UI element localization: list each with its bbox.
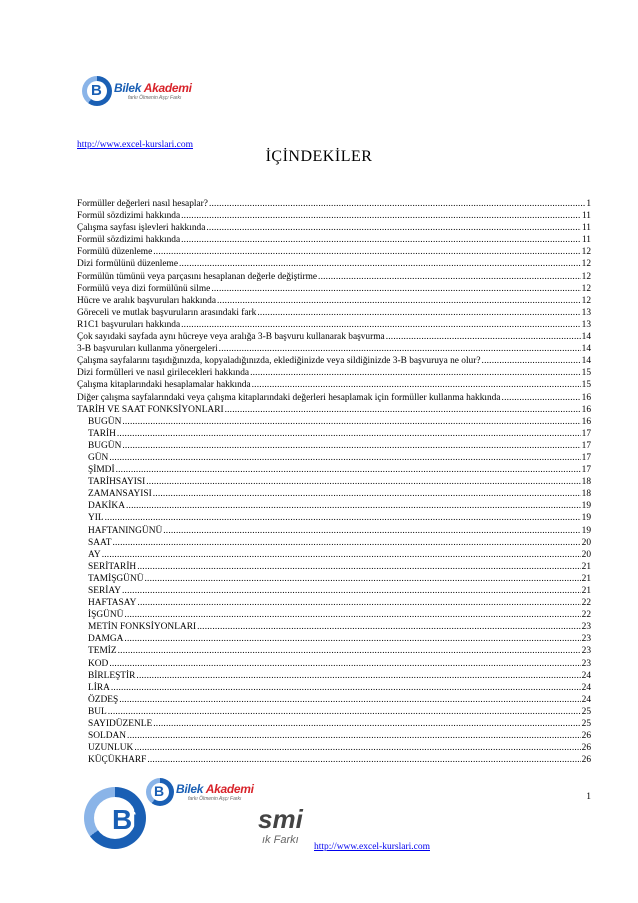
footer-logo-tagline: farkı Ölmenin Aşçı Farkı (188, 795, 242, 802)
toc-entry[interactable] (77, 754, 591, 766)
toc-entry-title: ZAMANSAYISI (88, 489, 152, 500)
toc-leader-dots (109, 658, 580, 670)
toc-entry-title: TARİHSAYISI (88, 477, 146, 488)
toc-entry-page: 16 (581, 416, 591, 427)
toc-entry[interactable] (77, 500, 591, 512)
toc-entry-title: SOLDAN (88, 731, 127, 742)
toc-leader-dots (181, 210, 581, 222)
toc-entry-page: 14 (581, 332, 591, 343)
toc-entry[interactable] (77, 343, 591, 355)
toc-entry-title: ŞİMDİ (88, 465, 115, 476)
toc-entry-title: Çalışma sayfalarını taşıdığınızda, kopyaladığınızda, eklediğinizde veya sildiğinizde 3-B başvuruya ne olur? (77, 356, 481, 367)
toc-leader-dots (181, 234, 581, 246)
toc-entry[interactable] (77, 222, 591, 234)
footer-url-link[interactable]: http://www.excel-kurslari.com (314, 842, 430, 852)
toc-entry[interactable] (77, 234, 591, 246)
toc-entry-title: HAFTANINGÜNÜ (88, 525, 163, 536)
toc-entry-title: TARİH (88, 428, 116, 439)
toc-entry-page: 18 (581, 477, 591, 488)
toc-entry[interactable] (77, 416, 591, 428)
toc-entry[interactable] (77, 210, 591, 222)
toc-leader-dots (153, 246, 580, 258)
toc-entry[interactable] (77, 694, 591, 706)
toc-entry-title: Çalışma sayfası işlevleri hakkında (77, 223, 206, 234)
toc-entry-title: Formülü veya dizi formülünü silme (77, 283, 211, 294)
toc-entry-page: 12 (581, 295, 591, 306)
toc-entry[interactable] (77, 706, 591, 718)
toc-entry-page: 16 (581, 392, 591, 403)
toc-entry-page: 11 (581, 211, 591, 222)
toc-leader-dots (116, 464, 581, 476)
toc-entry[interactable] (77, 742, 591, 754)
toc-leader-dots (225, 404, 581, 416)
toc-entry-title: Dizi formülleri ve nasıl girilecekleri hakkında (77, 368, 250, 379)
toc-leader-dots (250, 367, 581, 379)
toc-entry[interactable] (77, 597, 591, 609)
toc-entry[interactable] (77, 331, 591, 343)
footer-logo-small (146, 778, 254, 806)
toc-entry[interactable] (77, 525, 591, 537)
toc-entry-title: Diğer çalışma sayfalarındaki veya çalışma kitaplarındaki değerleri hesaplamak için formüller kullanma hakkında (77, 392, 501, 403)
toc-entry-page: 13 (581, 319, 591, 330)
toc-entry[interactable] (77, 512, 591, 524)
toc-entry[interactable] (77, 670, 591, 682)
toc-entry-page: 17 (581, 440, 591, 451)
toc-entry-page: 20 (581, 549, 591, 560)
toc-entry-page: 1 (586, 199, 591, 209)
toc-leader-dots (217, 295, 581, 307)
toc-leader-dots (147, 754, 580, 766)
toc-entry[interactable] (77, 645, 591, 657)
toc-entry[interactable] (77, 633, 591, 645)
toc-leader-dots (124, 633, 580, 645)
toc-leader-dots (137, 561, 580, 573)
toc-entry[interactable] (77, 404, 591, 416)
toc-entry-title: 3-B başvuruları kullanma yönergeleri (77, 344, 218, 355)
toc-entry[interactable] (77, 246, 591, 258)
toc-entry-title: DAKİKA (88, 501, 125, 512)
footer-logo-word-2: Akademi (205, 781, 254, 796)
toc-entry[interactable] (77, 452, 591, 464)
toc-entry[interactable] (77, 440, 591, 452)
toc-entry[interactable] (77, 392, 591, 404)
toc-entry-page: 20 (581, 537, 591, 548)
toc-entry-page: 15 (581, 380, 591, 391)
logo-word-2: Akademi (143, 80, 192, 95)
toc-leader-dots (252, 379, 581, 391)
toc-leader-dots (153, 718, 580, 730)
toc-entry-page: 19 (581, 525, 591, 536)
toc-leader-dots (122, 416, 580, 428)
toc-entry-title: GÜN (88, 452, 109, 463)
toc-leader-dots (124, 609, 580, 621)
toc-leader-dots (102, 549, 581, 561)
toc-entry-title: BUGÜN (88, 416, 122, 427)
toc-entry[interactable] (77, 658, 591, 670)
toc-leader-dots (318, 271, 581, 283)
toc-entry-page: 19 (581, 513, 591, 524)
toc-leader-dots (257, 307, 580, 319)
toc-entry[interactable] (77, 573, 591, 585)
toc-leader-dots (118, 645, 581, 657)
toc-entry-page: 22 (581, 610, 591, 621)
toc-entry-title: SERİTARİH (88, 561, 137, 572)
toc-entry-title: HAFTASAY (88, 598, 137, 609)
toc-entry-title: R1C1 başvuruları hakkında (77, 319, 181, 330)
toc-entry-title: KOD (88, 658, 109, 669)
toc-entry-title: İŞGÜNÜ (88, 610, 124, 621)
toc-entry[interactable] (77, 682, 591, 694)
toc-entry[interactable] (77, 295, 591, 307)
toc-leader-dots (136, 670, 580, 682)
toc-entry[interactable] (77, 464, 591, 476)
toc-entry[interactable] (77, 561, 591, 573)
toc-entry-title: Göreceli ve mutlak başvuruların arasındaki fark (77, 307, 257, 318)
toc-leader-dots (145, 573, 581, 585)
toc-entry-title: UZUNLUK (88, 743, 134, 754)
toc-leader-dots (117, 428, 581, 440)
toc-entry[interactable] (77, 621, 591, 633)
toc-entry-title: Hücre ve aralık başvuruları hakkında (77, 295, 217, 306)
toc-entry-page: 26 (581, 731, 591, 742)
toc-leader-dots (386, 331, 581, 343)
toc-entry-title: KÜÇÜKHARF (88, 755, 147, 766)
footer-logo-circle-icon: B (146, 778, 174, 806)
toc-leader-dots (126, 500, 581, 512)
table-of-contents (77, 198, 591, 766)
toc-entry-title: YIL (88, 513, 104, 524)
toc-entry-page: 17 (581, 465, 591, 476)
toc-entry-page: 25 (581, 719, 591, 730)
toc-leader-dots (127, 730, 581, 742)
toc-entry-title: TEMİZ (88, 646, 117, 657)
toc-leader-dots (108, 706, 581, 718)
toc-entry-page: 26 (581, 755, 591, 766)
toc-leader-dots (122, 585, 581, 597)
toc-leader-dots (482, 355, 581, 367)
toc-entry[interactable] (77, 258, 591, 270)
logo-circle-icon: B (82, 76, 112, 106)
page-title: İÇİNDEKİLER (265, 148, 373, 165)
toc-entry-page: 24 (581, 682, 591, 693)
toc-entry[interactable] (77, 283, 591, 295)
toc-entry-title: Çalışma kitaplarındaki hesaplamalar hakkında (77, 380, 251, 391)
toc-entry-page: 18 (581, 489, 591, 500)
toc-leader-dots (137, 597, 580, 609)
toc-entry[interactable] (77, 198, 591, 210)
toc-entry-page: 17 (581, 428, 591, 439)
logo-word-1: Bilek (114, 80, 144, 95)
toc-entry-title: BUGÜN (88, 440, 122, 451)
toc-entry[interactable] (77, 537, 591, 549)
toc-entry-title: Formül sözdizimi hakkında (77, 235, 181, 246)
toc-entry[interactable] (77, 355, 591, 367)
toc-entry-page: 23 (581, 622, 591, 633)
toc-entry-page: 14 (581, 344, 591, 355)
toc-leader-dots (105, 512, 581, 524)
toc-entry[interactable] (77, 585, 591, 597)
toc-entry-page: 24 (581, 694, 591, 705)
toc-entry-title: SAAT (88, 537, 112, 548)
toc-entry-page: 21 (581, 586, 591, 596)
toc-leader-dots (112, 537, 580, 549)
toc-entry-title: Formüller değerleri nasıl hesaplar? (77, 199, 208, 209)
toc-entry-title: Formülün tümünü veya parçasını hesaplanan değerle değiştirme (77, 271, 318, 282)
toc-leader-dots (502, 392, 581, 404)
toc-entry-title: BUL (88, 706, 107, 717)
toc-entry[interactable] (77, 730, 591, 742)
toc-leader-dots (179, 258, 581, 270)
toc-entry[interactable] (77, 549, 591, 561)
toc-entry[interactable] (77, 609, 591, 621)
toc-entry-page: 13 (581, 307, 591, 318)
toc-entry-title: ÖZDEŞ (88, 694, 119, 705)
header-url-link[interactable]: http://www.excel-kurslari.com (77, 140, 193, 150)
logo-tagline: farkı Ölmenin Aşçı Farkı (128, 94, 182, 101)
toc-entry-page: 12 (581, 283, 591, 294)
toc-entry-page: 23 (581, 634, 591, 645)
toc-leader-dots (146, 476, 580, 488)
toc-entry-title: TARİH VE SAAT FONKSİYONLARI (77, 404, 224, 415)
toc-leader-dots (209, 198, 585, 210)
toc-entry-page: 23 (581, 658, 591, 669)
toc-entry-page: 19 (581, 501, 591, 512)
toc-entry-page: 15 (581, 368, 591, 379)
toc-leader-dots (197, 621, 581, 633)
toc-entry[interactable] (77, 379, 591, 391)
footer-logo-word-1: Bilek (176, 781, 206, 796)
footer-logo-letters-mid: smi (258, 804, 303, 834)
toc-entry-page: 24 (581, 670, 591, 681)
toc-entry-page: 23 (581, 646, 591, 657)
toc-leader-dots (109, 452, 580, 464)
toc-entry[interactable] (77, 307, 591, 319)
footer-logo-tail: ık Farkı (262, 834, 299, 846)
toc-entry-page: 12 (581, 247, 591, 258)
toc-entry-title: TAMİŞGÜNÜ (88, 573, 144, 584)
toc-entry-page: 14 (581, 356, 591, 367)
toc-entry-page: 12 (581, 271, 591, 282)
footer-logo-letters-big: Bi (112, 804, 140, 835)
toc-entry-page: 22 (581, 598, 591, 609)
toc-entry-page: 21 (581, 561, 591, 572)
toc-entry-page: 11 (581, 223, 591, 234)
toc-leader-dots (181, 319, 581, 331)
toc-entry-title: METİN FONKSİYONLARI (88, 622, 197, 633)
toc-leader-dots (122, 440, 580, 452)
toc-leader-dots (163, 525, 580, 537)
toc-entry[interactable] (77, 718, 591, 730)
toc-leader-dots (119, 694, 580, 706)
toc-entry-title: SERİAY (88, 586, 121, 596)
toc-entry-title: BİRLEŞTİR (88, 670, 136, 681)
toc-entry-page: 16 (581, 404, 591, 415)
toc-entry-title: AY (88, 549, 101, 560)
toc-entry-page: 12 (581, 259, 591, 270)
toc-entry-title: LİRA (88, 682, 110, 693)
toc-leader-dots (211, 283, 580, 295)
toc-entry-page: 17 (581, 452, 591, 463)
toc-entry[interactable] (77, 367, 591, 379)
toc-entry[interactable] (77, 319, 591, 331)
toc-leader-dots (219, 343, 581, 355)
toc-entry-title: Formülü düzenleme (77, 247, 153, 258)
toc-entry[interactable] (77, 488, 591, 500)
toc-entry-page: 11 (581, 235, 591, 246)
toc-entry-title: Çok sayıdaki sayfada aynı hücreye veya aralığa 3-B başvuru kullanarak başvurma (77, 332, 385, 343)
page-number: 1 (586, 792, 591, 802)
toc-entry-title: DAMGA (88, 634, 124, 645)
toc-entry[interactable] (77, 476, 591, 488)
toc-entry-title: Formül sözdizimi hakkında (77, 211, 181, 222)
toc-entry-title: Dizi formülünü düzenleme (77, 259, 179, 270)
toc-entry-page: 21 (581, 573, 591, 584)
toc-entry[interactable] (77, 271, 591, 283)
toc-leader-dots (153, 488, 581, 500)
toc-entry[interactable] (77, 428, 591, 440)
header-logo (82, 76, 192, 106)
toc-entry-title: SAYIDÜZENLE (88, 719, 153, 730)
toc-leader-dots (134, 742, 580, 754)
toc-entry-page: 26 (581, 743, 591, 754)
toc-leader-dots (206, 222, 581, 234)
toc-leader-dots (111, 682, 581, 694)
toc-entry-page: 25 (581, 706, 591, 717)
